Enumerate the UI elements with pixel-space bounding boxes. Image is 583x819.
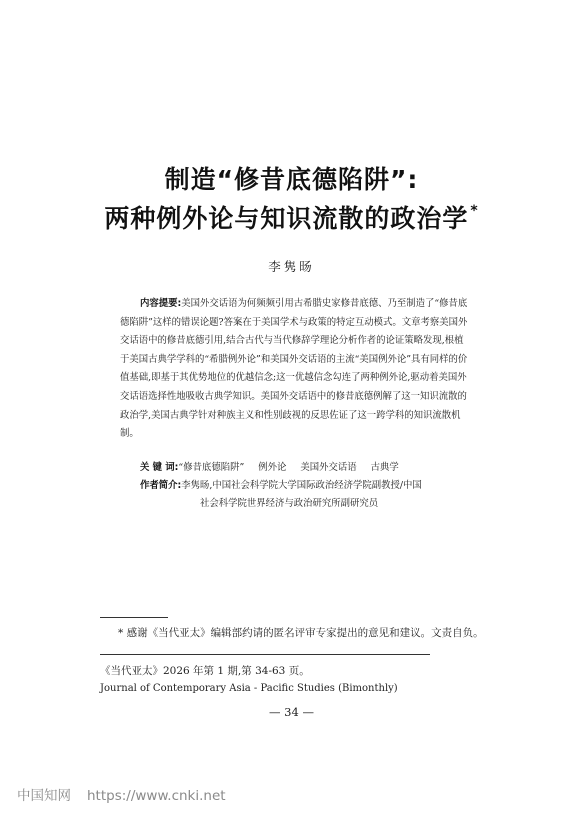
keyword-item: 古典学 xyxy=(370,462,399,473)
watermark-brand: 中国知网 xyxy=(17,788,71,804)
journal-citation-cn: 《当代亚太》2026 年第 1 期,第 34-63 页。 xyxy=(100,665,310,677)
author-name: 李隽旸 xyxy=(268,259,315,274)
abstract-label: 内容提要: xyxy=(140,298,182,309)
footnote: * 感谢《当代亚太》编辑部约请的匿名评审专家提出的意见和建议。文责自负。 xyxy=(118,627,484,639)
keyword-item: “修昔底德陷阱” xyxy=(178,462,245,473)
footnote-rule xyxy=(100,617,168,618)
journal-citation-en: Journal of Contemporary Asia - Pacific Studies (Bimonthly) xyxy=(100,683,398,694)
abstract xyxy=(120,295,472,444)
author-info-line-1: 李隽旸,中国社会科学院大学国际政治经济学院副教授/中国 xyxy=(181,480,422,491)
article-title-line-1: 制造“修昔底德陷阱”: xyxy=(164,165,419,194)
watermark xyxy=(17,784,226,804)
keywords-label: 关 键 词: xyxy=(140,462,179,473)
keyword-item: 美国外交话语 xyxy=(300,462,357,473)
keyword-item: 例外论 xyxy=(258,462,287,473)
article-title-line-2 xyxy=(0,199,583,235)
title-footnote-mark: * xyxy=(470,203,479,219)
article-title-line-2-text: 两种例外论与知识流散的政治学 xyxy=(104,204,469,233)
page-number: — 34 — xyxy=(269,705,314,719)
watermark-url[interactable]: https://www.cnki.net xyxy=(87,788,226,804)
abstract-text: 美国外交话语为何频频引用古希腊史家修昔底德、乃至制造了“修昔底德陷阱”这样的错误论题?答案在于美国学术与政策的特定互动模式。文章考察美国外交话语中的修昔底德引用,结合古代与当代修辞学理论分析作者的论证策略发现,根植于美国古典学学科的“希腊例外论”和美国外交话语的主流“美国例外论”具有同样的价值基础,即基于其优势地位的优越信念;这一优越信念勾连了两种例外论,驱动着美国外交话语选择性地吸收古典学知识。美国外交话语中的修昔底德例解了这一知识流散的政治学,美国古典学针对种族主义和性别歧视的反思佐证了这一跨学科的知识流散机制。 xyxy=(120,298,468,440)
author-info-line-2: 社会科学院世界经济与政治研究所副研究员 xyxy=(200,498,379,509)
author-info xyxy=(140,477,422,491)
keywords xyxy=(140,459,399,473)
author-info-label: 作者简介: xyxy=(140,480,182,491)
journal-rule xyxy=(100,654,430,655)
